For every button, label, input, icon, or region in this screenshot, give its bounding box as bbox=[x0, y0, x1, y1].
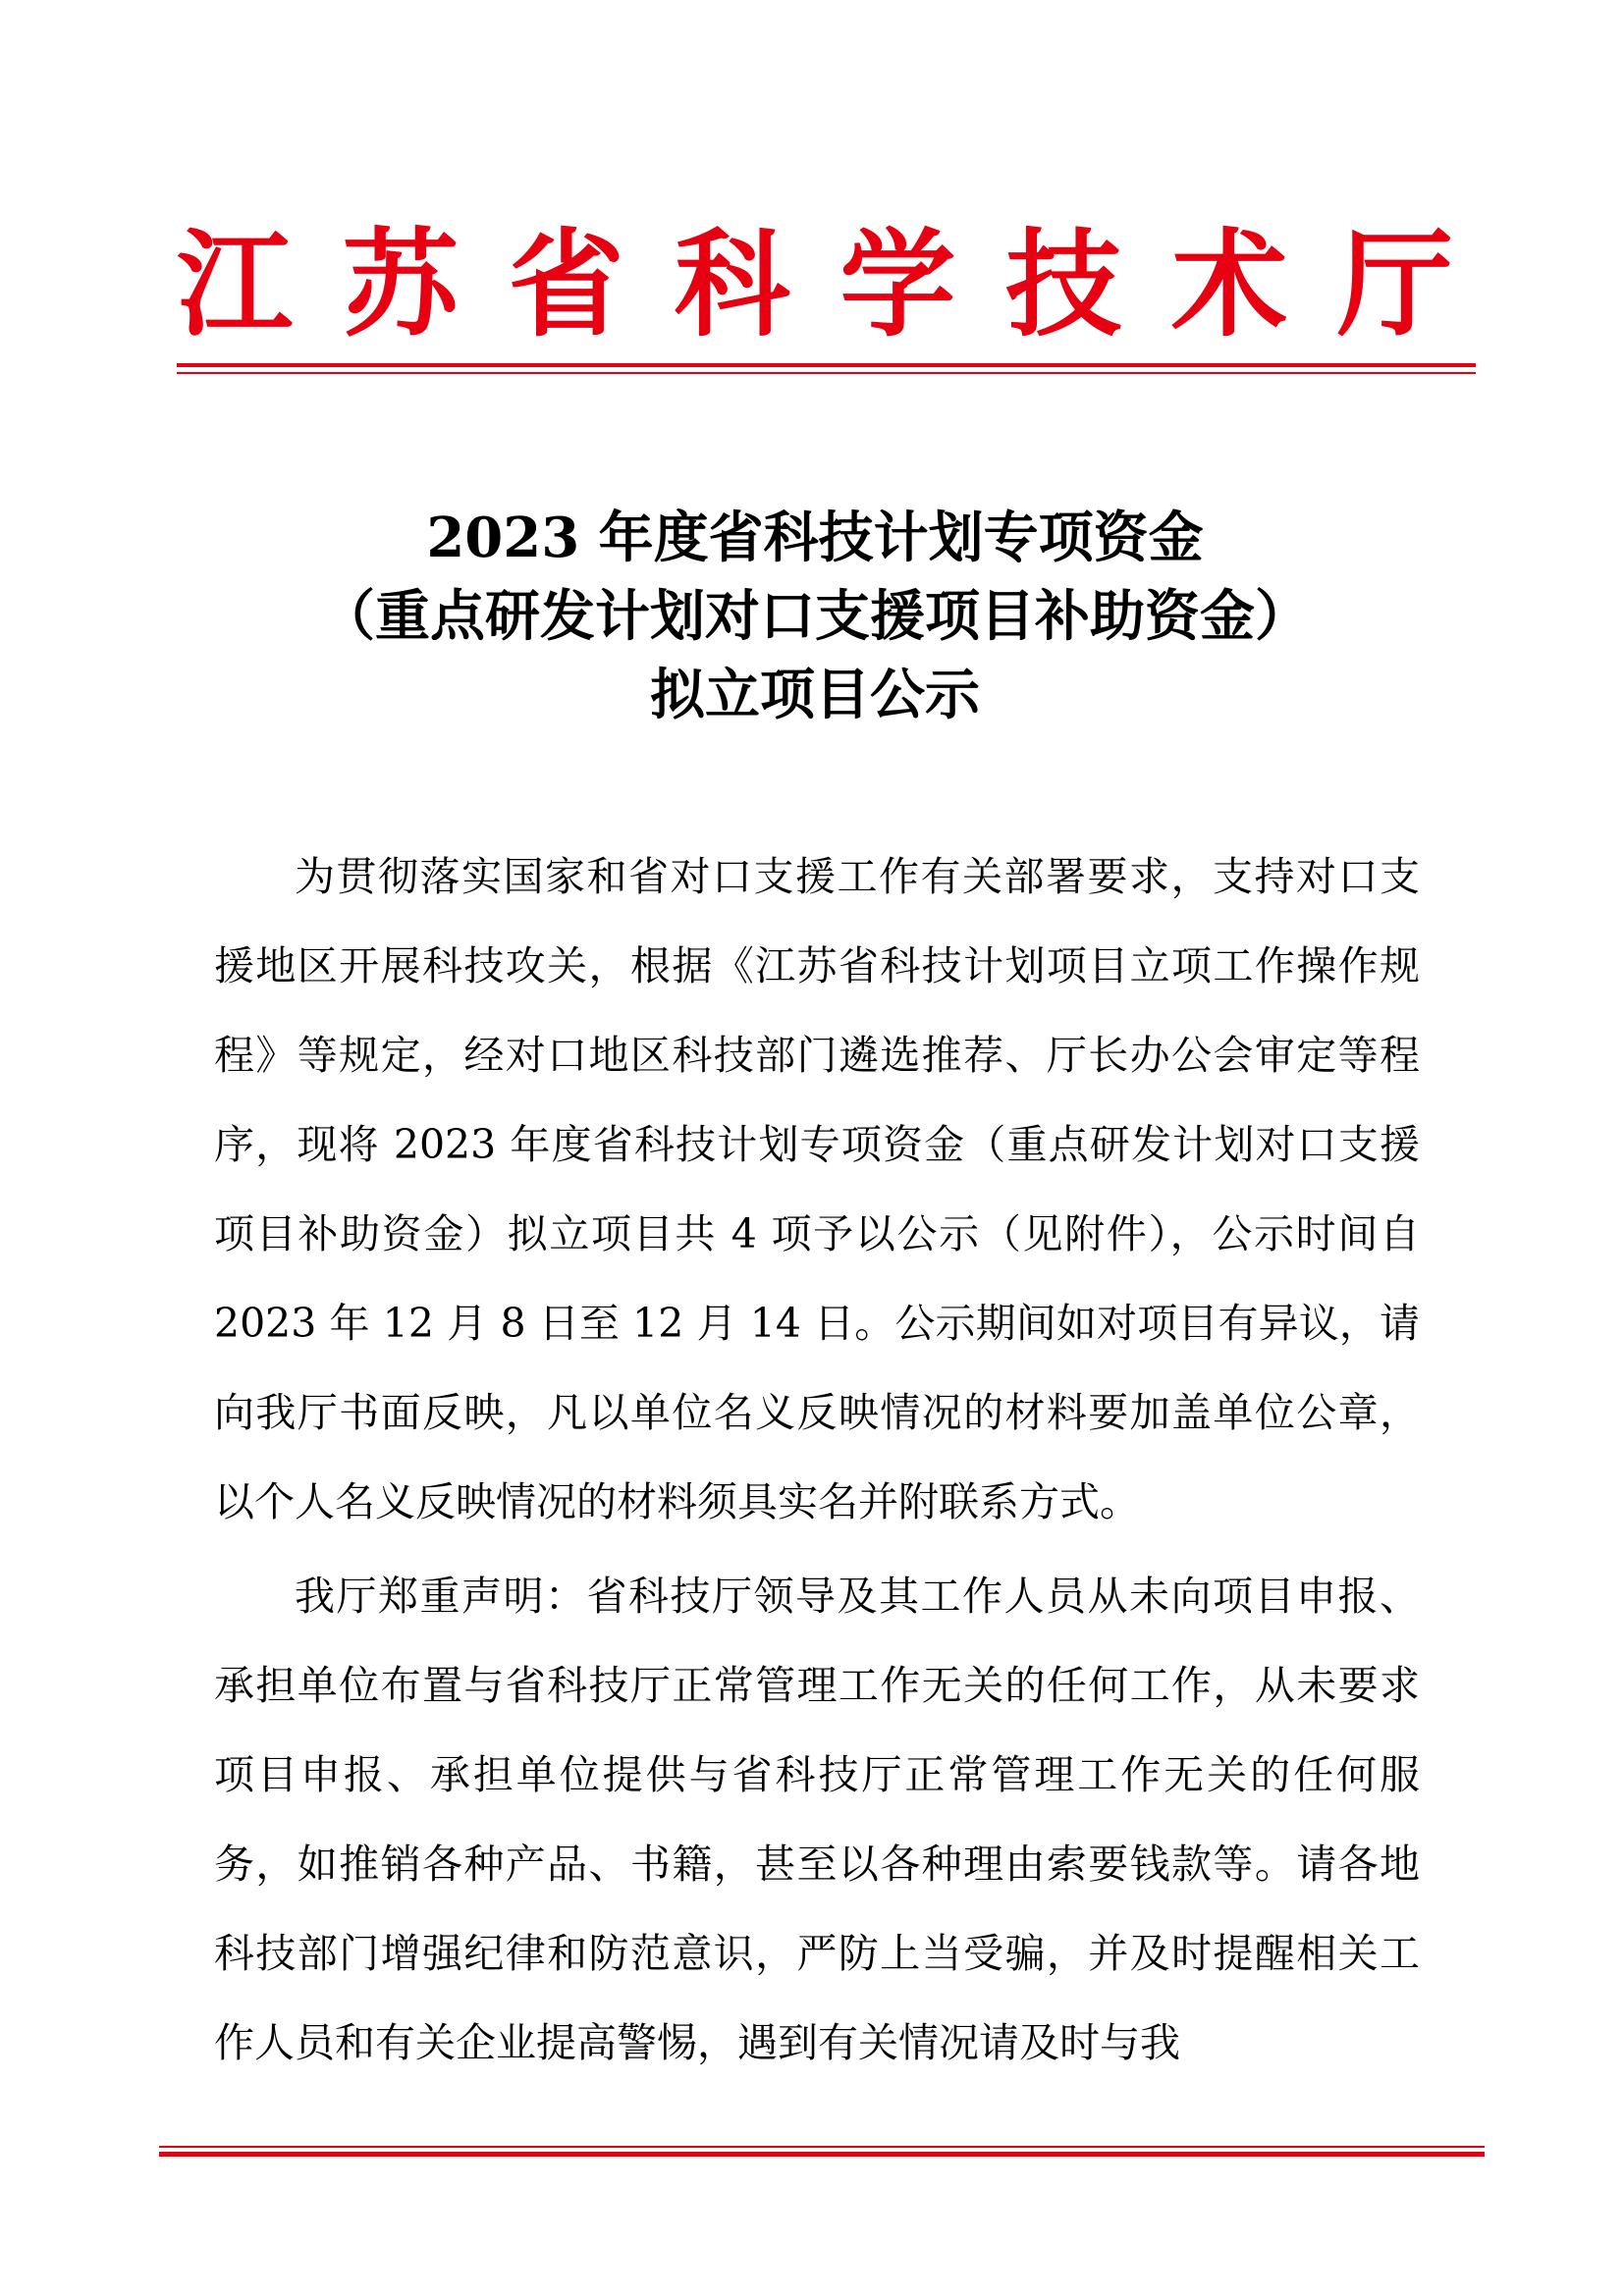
body-paragraph-declaration: 我厅郑重声明：省科技厅领导及其工作人员从未向项目申报、承担单位布置与省科技厅正常管理工作无关的任何工作，从未要求项目申报、承担单位提供与省科技厅正常管理工作无关的任何服务，如推销各种产品、书籍，甚至以各种理由索要钱款等。请各地科技部门增强纪律和防范意识，严防上当受骗，并及时提醒相关工作人员和有关企业提高警惕，遇到有关情况请及时与我 bbox=[214, 1573, 1420, 2066]
masthead-divider-thick bbox=[177, 363, 1476, 367]
masthead-organization-name: 江 苏 省 科 学 技 术 厅 bbox=[177, 217, 1453, 352]
title-line-3: 拟立项目公示 bbox=[650, 663, 980, 727]
title-line-1: 2023 年度省科技计划专项资金 bbox=[426, 506, 1204, 570]
footer-divider-thin bbox=[159, 2146, 1485, 2148]
body-paragraph-announcement: 为贯彻落实国家和省对口支援工作有关部署要求，支持对口支援地区开展科技攻关，根据《江苏省科技计划项目立项工作操作规程》等规定，经对口地区科技部门遴选推荐、厅长办公会审定等程序，现将 2023 年度省科技计划专项资金（重点研发计划对口支援项目补助资金）拟立项目共 4 项予以公示（见附件），公示时间自 2023 年 12 月 8 日至 12 月 14 日。公示期间如对项目有异议，请向我厅书面反映，凡以单位名义反映情况的材料要加盖单位公章，以个人名义反映情况的材料须具实名并附联系方式。 bbox=[214, 853, 1420, 1525]
document-title bbox=[177, 499, 1453, 734]
document-body bbox=[214, 832, 1420, 2093]
masthead-divider-thin bbox=[177, 372, 1476, 374]
title-line-2: （重点研发计划对口支援项目补助资金） bbox=[320, 584, 1310, 649]
footer-divider-thick bbox=[159, 2152, 1485, 2157]
